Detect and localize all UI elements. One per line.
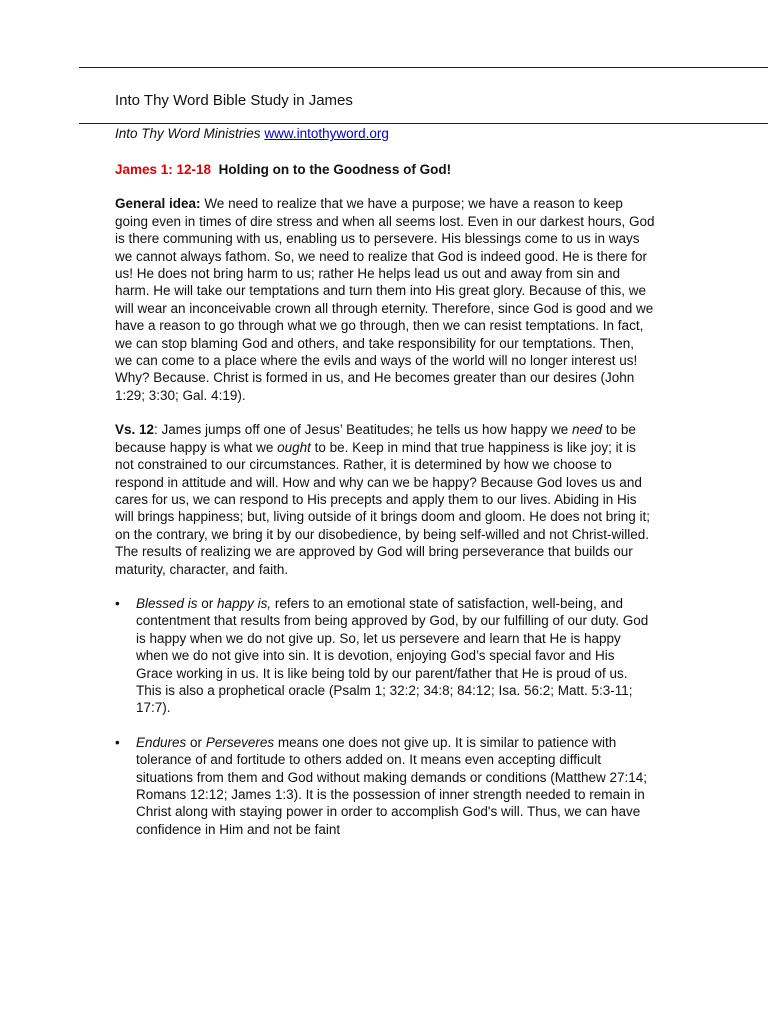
term-definition: refers to an emotional state of satisfaction, well-being, and contentment that results from being approved by God, by our fulfilling of our duty. God is happy when we do not give up. So, let us persevere and learn that He is happy when we do not give into sin. It is devotion, enjoying God’s special favor and His Grace working in us. It is like being told by our parent/father that He is proud of us. This is also a prophetical oracle (Psalm 1; 32:2; 34:8; 84:12; Isa. 56:2; Matt. 5:3-11; 17:7). (136, 595, 649, 716)
ministry-link[interactable]: www.intothyword.org (264, 126, 389, 141)
section-title: Holding on to the Goodness of God! (218, 162, 452, 177)
term-perseveres: Perseveres (205, 734, 275, 750)
study-content (115, 161, 655, 855)
top-rule (79, 67, 768, 68)
term-happy: happy is, (217, 595, 272, 611)
term-list (115, 595, 655, 838)
ministry-line (115, 125, 389, 143)
section-heading (115, 161, 655, 178)
bullet-icon: • (115, 595, 120, 611)
verse-12-label: Vs. 12 (115, 422, 155, 438)
list-item (115, 734, 655, 838)
ministry-name: Into Thy Word Ministries (115, 126, 261, 141)
term-connector: or (186, 734, 206, 750)
document-title: Into Thy Word Bible Study in James (115, 92, 353, 109)
verse-12-emphasis-need: need (572, 422, 603, 438)
general-idea-paragraph (115, 195, 655, 404)
verse-12-text-1: : James jumps off one of Jesus’ Beatitudes; he tells us how happy we (154, 422, 573, 438)
scripture-reference: James 1: 12-18 (115, 162, 212, 177)
title-underline (79, 123, 768, 124)
verse-12-text-2: to be because happy is what we (115, 422, 636, 455)
verse-12-emphasis-ought: ought (277, 439, 311, 455)
term-connector: or (197, 595, 218, 611)
list-item (115, 595, 655, 717)
general-idea-text: We need to realize that we have a purpose; we have a reason to keep going even in times of dire stress and when all seems lost. Even in our darkest hours, God is there communing with us, enabling us to persevere. His blessings come to us in ways we cannot always fathom. So, we need to realize that God is indeed good. He is there for us! He does not bring harm to us; rather He helps lead us out and away from sin and harm. He will take our temptations and turn them into His great glory. Because of this, we will wear an inconceivable crown all through eternity. Therefore, since God is good and we have a reason to go through what we go through, then we can resist temptations. In fact, we can stop blaming God and others, and take responsibility for our temptations. Then, we can come to a place where the evils and ways of the world will no longer interest us! Why? Because. Christ is formed in us, and He becomes greater than our desires (John 1:29; 3:30; Gal. 4:19). (115, 196, 655, 403)
bullet-icon: • (115, 734, 120, 750)
term-blessed: Blessed is (136, 595, 198, 611)
general-idea-label: General idea: (115, 196, 201, 212)
verse-12-text-3: to be. Keep in mind that true happiness is like joy; it is not constrained to our circumstances. Rather, it is determined by how we choose to respond in attitude and will. How and why can we be happy? Because God loves us and cares for us, we can respond to His precepts and apply them to our lives. Abiding in His will brings happiness; but, living outside of it brings doom and gloom. He does not bring it; on the contrary, we bring it by our disobedience, by being self-willed and not Christ-willed. The results of realizing we are approved by God will bring perseverance that builds our maturity, character, and faith. (115, 439, 651, 577)
verse-12-paragraph (115, 421, 655, 578)
term-definition: means one does not give up. It is similar to patience with tolerance of and fortitude to others added on. It means even accepting difficult situations from them and God without making demands or conditions (Matthew 27:14; Romans 12:12; James 1:3). It is the possession of inner strength needed to remain in Christ along with staying power in order to accomplish God's will. Thus, we can have confidence in Him and not be faint (136, 734, 648, 837)
term-endures: Endures (136, 734, 187, 750)
